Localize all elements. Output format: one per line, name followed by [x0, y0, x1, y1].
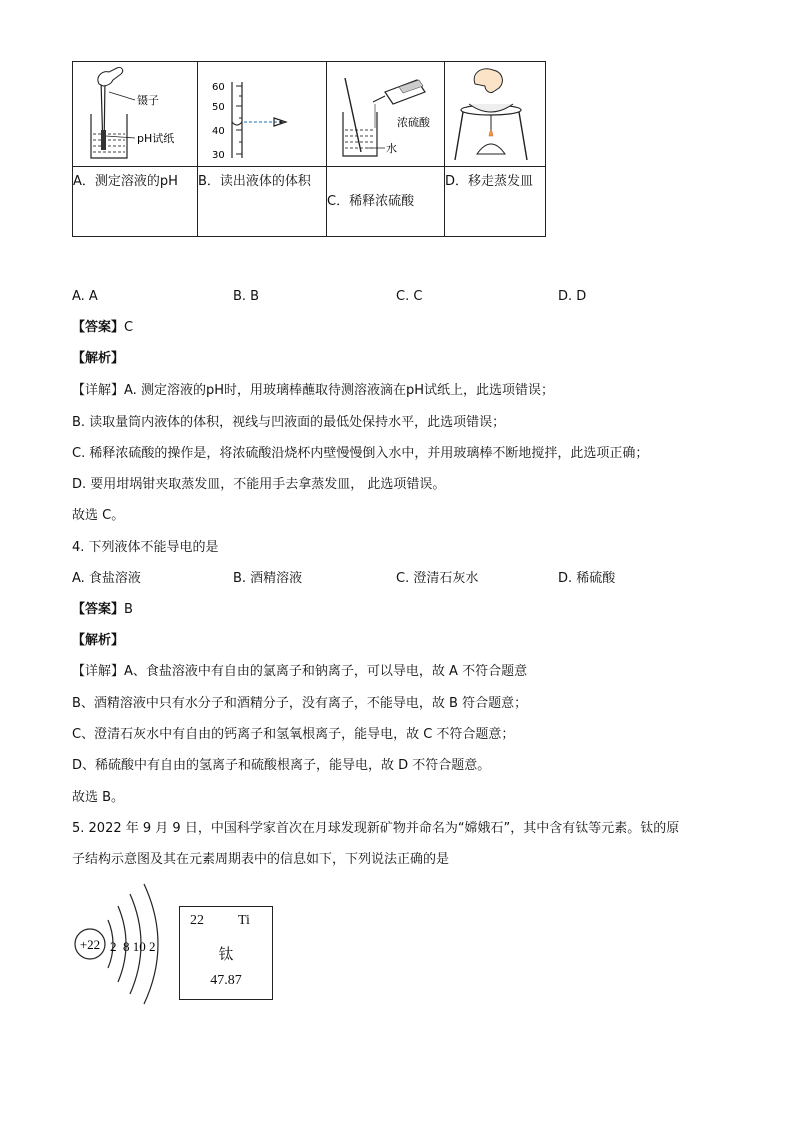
- tick-60: 60: [212, 82, 225, 93]
- caption-a: A．测定溶液的pH: [73, 167, 198, 237]
- figure-d-cell: [445, 62, 546, 167]
- q4-detail-line-a: [72, 662, 527, 682]
- element-card: [179, 906, 273, 1000]
- caption-c: C．稀释浓硫酸: [327, 167, 445, 237]
- q3-detail-line-b: B. 读取量筒内液体的体积，视线与凹液面的最低处保持水平，此选项错误；: [72, 415, 506, 430]
- q3-detail-line-c: C. 稀释浓硫酸的操作是，将浓硫酸沿烧杯内壁慢慢倒入水中，并用玻璃棒不断地搅拌，此选项正确；: [72, 446, 649, 461]
- atomic-mass: 47.87: [210, 973, 242, 988]
- q4-detail-line-d: D、稀硫酸中有自由的氢离子和硫酸根离子，能导电，故 D 不符合题意。: [72, 758, 491, 773]
- tick-30: 30: [212, 150, 225, 161]
- detail-tag: 【详解】: [72, 664, 125, 679]
- evaporating-dish-figure: [445, 62, 545, 162]
- figure-a-cell: [73, 62, 198, 167]
- q3-option-d: D. D: [558, 289, 587, 304]
- figure-b-cell: [198, 62, 327, 167]
- water-label: 水: [386, 142, 397, 155]
- detail-text: A、食盐溶液中有自由的氯离子和钠离子，可以导电，故 A 不符合题意: [124, 664, 528, 679]
- q4-detail-line-c: C、澄清石灰水中有自由的钙离子和氢氧根离子，能导电，故 C 不符合题意；: [72, 727, 515, 742]
- tick-40: 40: [212, 126, 225, 137]
- q3-detail-line-a: [72, 381, 554, 401]
- q4-option-c: C. 澄清石灰水: [396, 571, 479, 586]
- tweezers-label: 镊子: [137, 94, 159, 107]
- detail-text: A. 测定溶液的pH时，用玻璃棒蘸取待测溶液滴在pH试纸上，此选项错误；: [124, 383, 554, 398]
- q4-analysis-tag: 【解析】: [72, 633, 125, 648]
- q3-detail-line-d: D. 要用坩埚钳夹取蒸发皿，不能用手去拿蒸发皿， 此选项错误。: [72, 477, 446, 492]
- answer-tag: 【答案】: [72, 602, 125, 617]
- detail-tag: 【详解】: [72, 383, 125, 398]
- dilution-figure: [327, 62, 444, 162]
- ph-test-figure: [73, 62, 197, 162]
- element-symbol: Ti: [238, 913, 250, 928]
- atomic-number: 22: [190, 913, 204, 928]
- q5-line-2: 子结构示意图及其在元素周期表中的信息如下，下列说法正确的是: [72, 852, 450, 867]
- caption-d: D．移走蒸发皿: [445, 167, 546, 237]
- q4-answer: [72, 600, 133, 620]
- answer-tag: 【答案】: [72, 320, 125, 335]
- experiment-table: [72, 61, 546, 237]
- nucleus-charge: +22: [79, 937, 101, 952]
- q4-option-d: D. 稀硫酸: [558, 571, 616, 586]
- q3-analysis-tag: 【解析】: [72, 351, 125, 366]
- cylinder-reading-figure: [198, 62, 326, 162]
- caption-b: B．读出液体的体积: [198, 167, 327, 237]
- q4-detail-line-b: B、酒精溶液中只有水分子和酒精分子，没有离子，不能导电，故 B 符合题意；: [72, 696, 528, 711]
- q3-conclusion: 故选 C。: [72, 508, 125, 523]
- q3-answer: [72, 318, 133, 338]
- answer-value: C: [124, 320, 134, 335]
- titanium-atom-diagram: [72, 880, 182, 1010]
- ph-paper-label: pH试纸: [137, 132, 175, 145]
- q4-option-b: B. 酒精溶液: [233, 571, 303, 586]
- q4-conclusion: 故选 B。: [72, 790, 125, 805]
- electron-shells: 2 8 10 2: [110, 939, 156, 954]
- q3-option-c: C. C: [396, 289, 423, 304]
- element-name: 钛: [218, 945, 234, 963]
- q4-option-a: A. 食盐溶液: [72, 571, 141, 586]
- q3-option-b: B. B: [233, 289, 260, 304]
- acid-label: 浓硫酸: [397, 116, 430, 129]
- answer-value: B: [124, 602, 133, 617]
- figure-c-cell: [327, 62, 445, 167]
- tick-50: 50: [212, 102, 225, 113]
- q3-option-a: A. A: [72, 289, 98, 304]
- q5-line-1: 5. 2022 年 9 月 9 日，中国科学家首次在月球发现新矿物并命名为“嫦娥石”，其中含有钛等元素。钛的原: [72, 821, 680, 836]
- q4-question: 4. 下列液体不能导电的是: [72, 540, 219, 555]
